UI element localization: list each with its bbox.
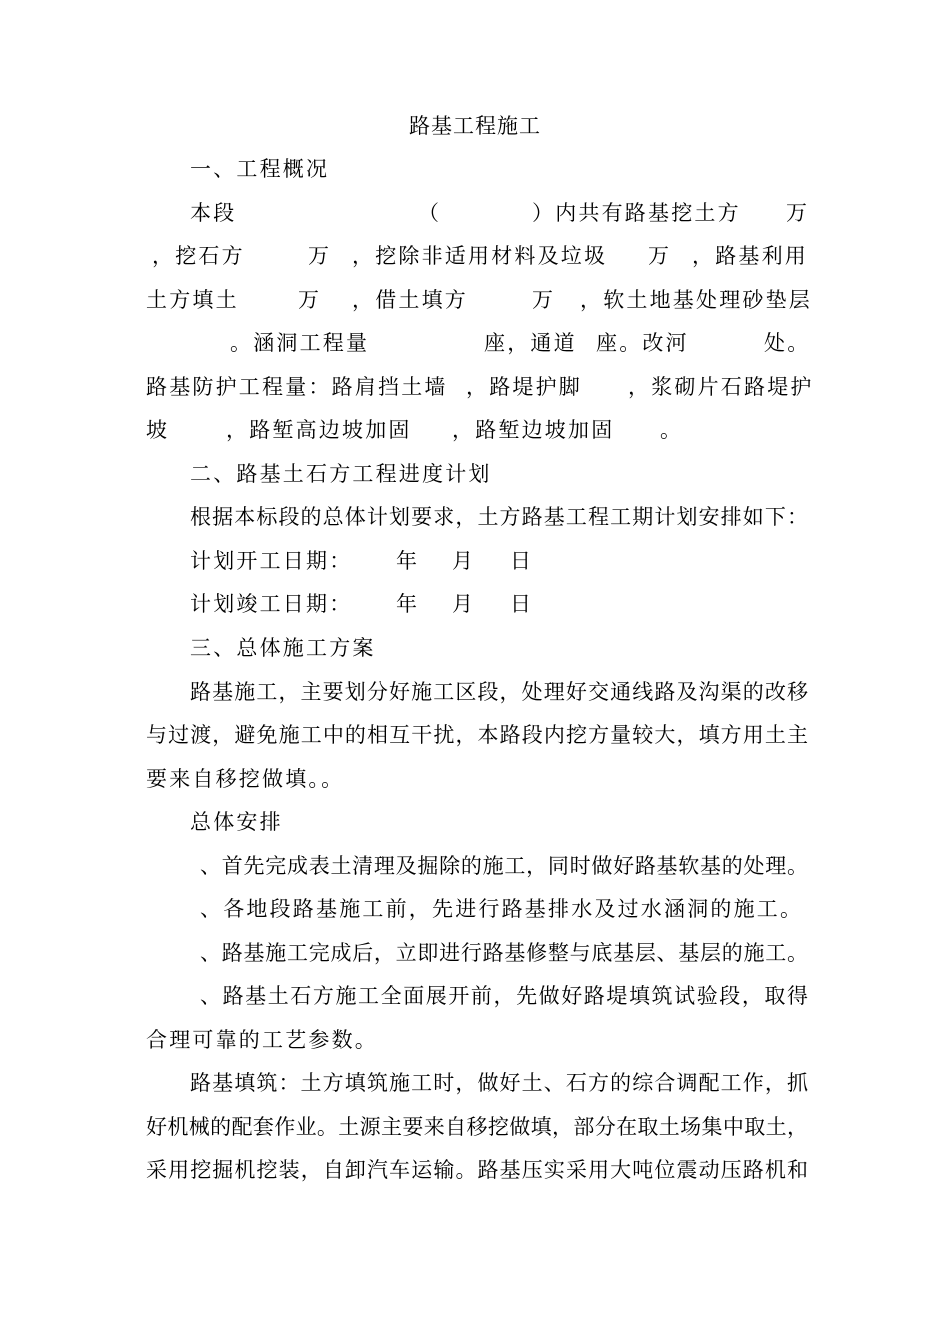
text-segment: 。 — [660, 418, 684, 442]
paragraph-line: 合理可靠的工艺参数。 — [146, 1028, 378, 1052]
date-year-label: 年 — [396, 592, 420, 616]
text-segment: 路基防护工程量：路肩挡土墙 — [146, 375, 448, 399]
paragraph-line: 根据本标段的总体计划要求，土方路基工程工期计划安排如下： — [190, 505, 808, 529]
date-label: 计划竣工日期： — [190, 592, 353, 616]
date-day-label: 日 — [510, 549, 534, 573]
paragraph-line: 好机械的配套作业。土源主要来自移挖做填，部分在取土场集中取土， — [146, 1115, 808, 1139]
text-segment: 万 — [308, 244, 332, 268]
text-segment: 万 — [786, 201, 810, 225]
text-segment: ，路堑边坡加固 — [452, 418, 615, 442]
section-heading-overview: 一、工程概况 — [190, 157, 330, 181]
paragraph-line: 采用挖掘机挖装，自卸汽车运输。路基压实采用大吨位震动压路机和 — [146, 1158, 808, 1182]
text-segment: ，路基利用 — [692, 244, 808, 268]
text-segment: 坡 — [146, 418, 170, 442]
document-title: 路基工程施工 — [409, 114, 541, 138]
paragraph-line: 路基填筑：土方填筑施工时，做好土、石方的综合调配工作，抓 — [190, 1071, 808, 1095]
text-segment: 本段 — [190, 201, 237, 225]
paragraph-line: 路基施工，主要划分好施工区段，处理好交通线路及沟渠的改移 — [190, 680, 808, 704]
list-item: 、各地段路基施工前，先进行路基排水及过水涵洞的施工。 — [200, 897, 804, 921]
text-segment: ，路堑高边坡加固 — [226, 418, 412, 442]
date-label: 计划开工日期： — [190, 549, 353, 573]
text-segment: 座，通道 — [484, 331, 577, 355]
section-heading-schedule: 二、路基土石方工程进度计划 — [190, 462, 492, 486]
text-segment: ，软土地基处理砂垫层 — [580, 288, 812, 312]
text-segment: ，浆砌片石路堤护 — [628, 375, 814, 399]
text-segment: ，挖石方 — [152, 244, 245, 268]
date-month-label: 月 — [452, 549, 476, 573]
list-item: 、路基施工完成后，立即进行路基修整与底基层、基层的施工。 — [200, 941, 808, 965]
date-year-label: 年 — [396, 549, 420, 573]
section-heading-plan: 三、总体施工方案 — [190, 636, 376, 660]
text-segment: ，路堤护脚 — [466, 375, 582, 399]
date-month-label: 月 — [452, 592, 476, 616]
text-segment: （ — [418, 201, 442, 225]
text-segment: ，挖除非适用材料及垃圾 — [352, 244, 608, 268]
text-segment: 万 — [648, 244, 672, 268]
text-segment: 土方填土 — [146, 288, 239, 312]
text-segment: 万 — [298, 288, 322, 312]
text-segment: 座。改河 — [596, 331, 689, 355]
text-segment: 万 — [532, 288, 556, 312]
text-segment: ）内共有路基挖土方 — [532, 201, 741, 225]
paragraph-line: 要来自移挖做填。。 — [146, 767, 345, 791]
subheading-overall-arrangement: 总体安排 — [190, 810, 283, 834]
list-item: 、路基土石方施工全面展开前，先做好路堤填筑试验段，取得 — [200, 984, 808, 1008]
text-segment: 处。 — [764, 331, 811, 355]
text-segment: 。涵洞工程量 — [230, 331, 370, 355]
paragraph-line: 与过渡，避免施工中的相互干扰，本路段内挖方量较大，填方用土主 — [146, 723, 808, 747]
list-item: 、首先完成表土清理及掘除的施工，同时做好路基软基的处理。 — [200, 854, 808, 878]
text-segment: ，借土填方 — [352, 288, 468, 312]
date-day-label: 日 — [510, 592, 534, 616]
